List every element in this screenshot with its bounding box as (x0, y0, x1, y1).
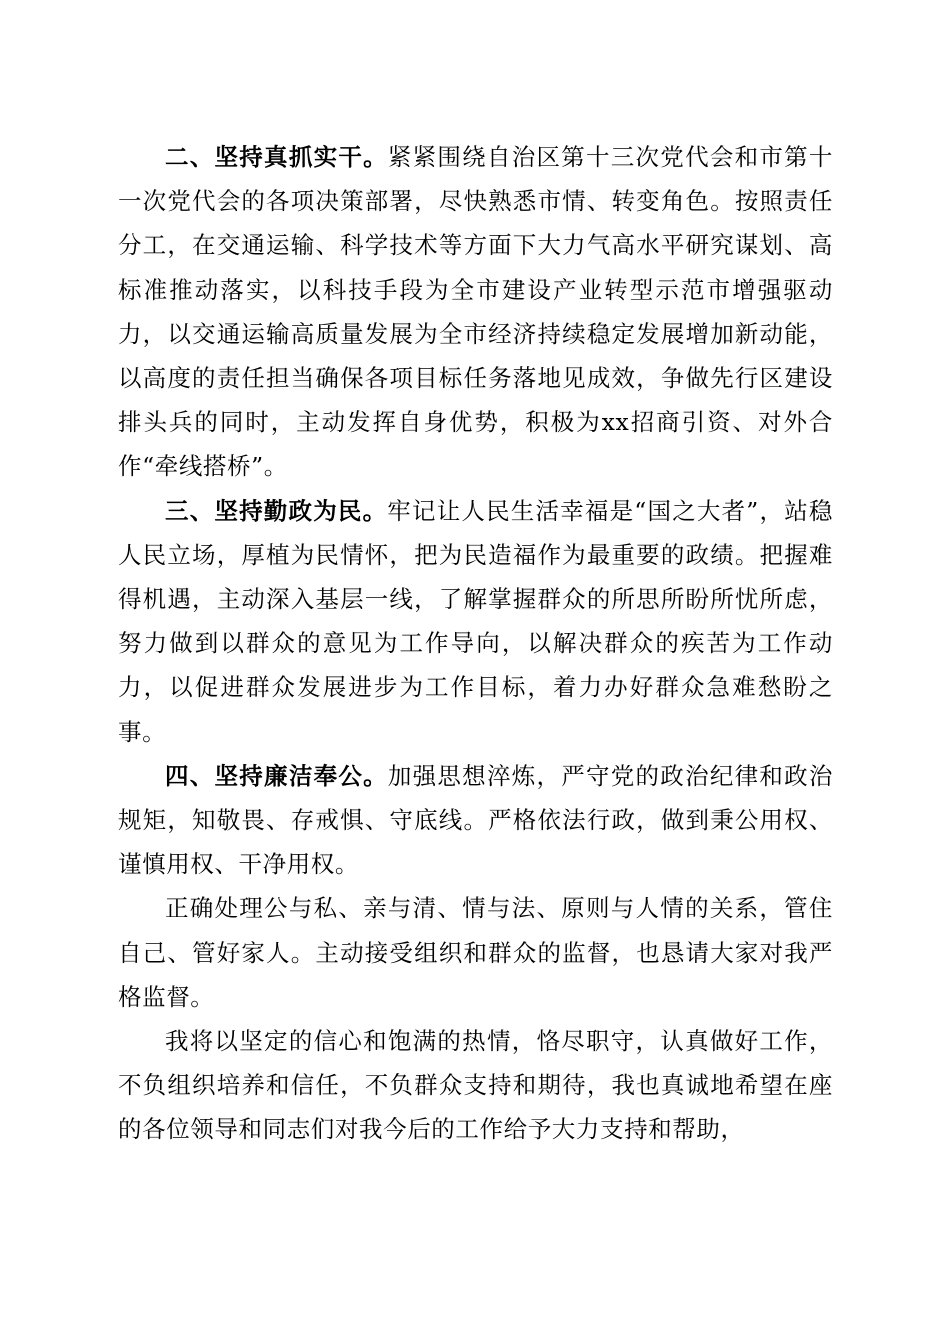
paragraph-heading: 四、坚持廉洁奉公。 (165, 761, 388, 790)
paragraph-body: 正确处理公与私、亲与清、情与法、原则与人情的关系，管住自己、管好家人。主动接受组织和群众的监督，也恳请大家对我严格监督。 (118, 894, 833, 1011)
paragraph-body: 我将以坚定的信心和饱满的热情，恪尽职守，认真做好工作，不负组织培养和信任，不负群众支持和期待，我也真诚地希望在座的各位领导和同志们对我今后的工作给予大力支持和帮助， (118, 1027, 833, 1144)
paragraph-public-private (118, 886, 833, 1019)
document-page (118, 135, 833, 1152)
paragraph-truly-work-hard (118, 135, 833, 489)
paragraph-body: 牢记让人民生活幸福是“国之大者”，站稳人民立场，厚植为民情怀，把为民造福作为最重要的政绩。把握难得机遇，主动深入基层一线，了解掌握群众的所思所盼所忧所虑，努力做到以群众的意见为工作导向，以解决群众的疾苦为工作动力，以促进群众发展进步为工作目标，着力办好群众急难愁盼之事。 (118, 496, 833, 746)
paragraph-closing (118, 1019, 833, 1152)
paragraph-diligent-for-people (118, 489, 833, 754)
paragraph-heading: 二、坚持真抓实干。 (165, 143, 388, 171)
paragraph-integrity (118, 754, 833, 887)
paragraph-body: 紧紧围绕自治区第十三次党代会和市第十一次党代会的各项决策部署，尽快熟悉市情、转变角色。按照责任分工，在交通运输、科学技术等方面下大力气高水平研究谋划、高标准推动落实，以科技手段为全市建设产业转型示范市增强驱动力，以交通运输高质量发展为全市经济持续稳定发展增加新动能，以高度的责任担当确保各项目标任务落地见成效，争做先行区建设排头兵的同时，主动发挥自身优势，积极为xx招商引资、对外合作“牵线搭桥”。 (118, 143, 833, 481)
paragraph-body: 加强思想淬炼，严守党的政治纪律和政治规矩，知敬畏、存戒惧、守底线。严格依法行政，做到秉公用权、谨慎用权、干净用权。 (118, 761, 833, 879)
paragraph-heading: 三、坚持勤政为民。 (165, 496, 388, 525)
